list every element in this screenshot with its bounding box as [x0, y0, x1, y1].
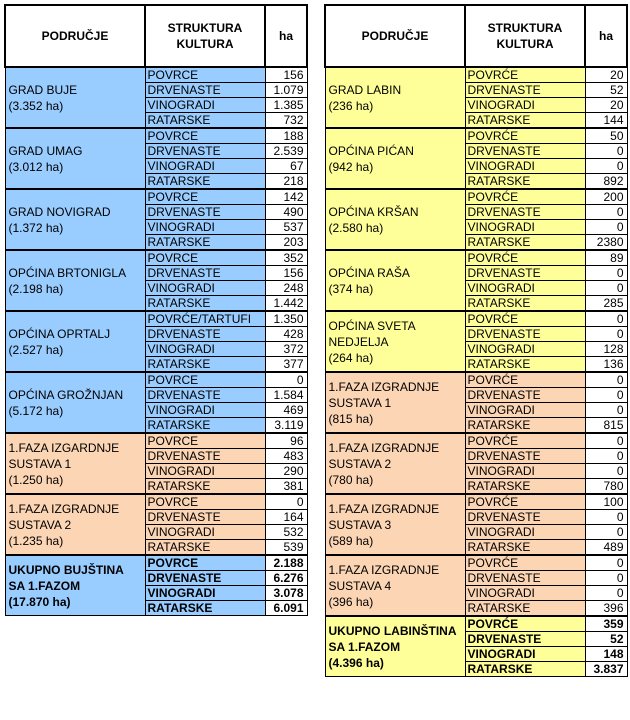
area-cell — [5, 189, 145, 250]
area-name: GRAD LABIN — [328, 82, 402, 97]
ha-cell: 0 — [585, 266, 627, 281]
crop-cell: VINOGRADI — [465, 98, 585, 113]
ha-cell: 3.119 — [265, 418, 307, 434]
crop-cell: DRVENASTE — [465, 266, 585, 281]
table-row — [5, 372, 307, 388]
area-size: (4.396 ha) — [328, 655, 384, 670]
crop-cell: RATARSKE — [145, 418, 265, 434]
area-size: (589 ha) — [328, 533, 374, 548]
ha-cell: 2380 — [585, 235, 627, 251]
ha-cell: 0 — [585, 555, 627, 571]
ha-cell: 490 — [265, 205, 307, 220]
crop-cell: VINOGRADI — [465, 281, 585, 296]
table-row — [325, 311, 627, 327]
ha-cell: 200 — [585, 189, 627, 205]
ha-cell: 0 — [585, 433, 627, 449]
header-crop: STRUKTURA KULTURA — [465, 5, 585, 67]
ha-cell: 1.079 — [265, 83, 307, 98]
crop-cell: RATARSKE — [145, 479, 265, 495]
crop-cell: VINOGRADI — [145, 98, 265, 113]
table-row — [5, 67, 307, 83]
area-size: (1.372 ha) — [8, 220, 64, 235]
area-size: (374 ha) — [328, 281, 374, 296]
area-size: (236 ha) — [328, 98, 374, 113]
crop-cell: POVRĆE — [465, 189, 585, 205]
area-name: 1.FAZA IZGRADNJE SUSTAVA 2 — [328, 440, 440, 471]
crop-cell: DRVENASTE — [465, 571, 585, 586]
crop-cell: POVRCE — [145, 494, 265, 510]
ha-cell: 100 — [585, 494, 627, 510]
crop-cell: DRVENASTE — [145, 83, 265, 98]
ha-cell: 156 — [265, 266, 307, 281]
area-name: OPĆINA OPRTALJ — [8, 326, 111, 341]
area-name: 1.FAZA IZGRADNJE SUSTAVA 4 — [328, 562, 440, 593]
table-row — [325, 555, 627, 571]
crop-cell: DRVENASTE — [465, 144, 585, 159]
area-size: (2.527 ha) — [8, 342, 64, 357]
left-body — [5, 67, 307, 616]
ha-cell: 144 — [585, 113, 627, 129]
header-row — [325, 5, 627, 67]
ha-cell: 1.385 — [265, 98, 307, 113]
crop-cell: POVRCE — [145, 372, 265, 388]
crop-cell: VINOGRADI — [145, 403, 265, 418]
area-name: OPĆINA PIĆAN — [328, 143, 414, 158]
ha-cell: 20 — [585, 67, 627, 83]
total-area-cell — [325, 616, 465, 677]
crop-cell: POVRĆE — [465, 616, 585, 632]
ha-cell: 128 — [585, 342, 627, 357]
area-cell — [5, 494, 145, 555]
area-name: GRAD NOVIGRAD — [8, 204, 111, 219]
area-name: OPĆINA GROŽNJAN — [8, 387, 124, 402]
ha-cell: 290 — [265, 464, 307, 479]
header-row — [5, 5, 307, 67]
crop-cell: DRVENASTE — [145, 571, 265, 586]
crop-cell: DRVENASTE — [145, 510, 265, 525]
ha-cell: 0 — [585, 372, 627, 388]
table-row — [325, 250, 627, 266]
crop-cell: DRVENASTE — [465, 205, 585, 220]
crop-cell: POVRCE — [145, 555, 265, 571]
right-table — [324, 4, 628, 677]
ha-cell: 892 — [585, 174, 627, 190]
total-row — [5, 555, 307, 571]
ha-cell: 6.276 — [265, 571, 307, 586]
crop-cell: RATARSKE — [465, 601, 585, 617]
ha-cell: 0 — [585, 205, 627, 220]
left-table — [4, 4, 308, 616]
ha-cell: 0 — [585, 220, 627, 235]
crop-cell: POVRĆE/TARTUFI — [145, 311, 265, 327]
crop-cell: RATARSKE — [465, 479, 585, 495]
area-cell — [5, 372, 145, 433]
area-size: (815 ha) — [328, 411, 374, 426]
ha-cell: 2.539 — [265, 144, 307, 159]
crop-cell: VINOGRADI — [145, 525, 265, 540]
table-row — [5, 128, 307, 144]
ha-cell: 815 — [585, 418, 627, 434]
area-name: UKUPNO LABINŠTINA SA 1.FAZOM — [328, 623, 457, 654]
ha-cell: 2.188 — [265, 555, 307, 571]
table-row — [5, 494, 307, 510]
ha-cell: 148 — [585, 647, 627, 662]
ha-cell: 381 — [265, 479, 307, 495]
crop-cell: VINOGRADI — [465, 342, 585, 357]
crop-cell: VINOGRADI — [465, 525, 585, 540]
ha-cell: 0 — [585, 159, 627, 174]
ha-cell: 188 — [265, 128, 307, 144]
area-name: GRAD BUJE — [8, 82, 78, 97]
ha-cell: 50 — [585, 128, 627, 144]
header-ha: ha — [265, 5, 307, 67]
ha-cell: 1.584 — [265, 388, 307, 403]
crop-cell: VINOGRADI — [145, 586, 265, 601]
crop-cell: DRVENASTE — [465, 510, 585, 525]
area-cell — [325, 67, 465, 128]
table-row — [325, 189, 627, 205]
crop-cell: VINOGRADI — [465, 464, 585, 479]
table-row — [325, 372, 627, 388]
ha-cell: 96 — [265, 433, 307, 449]
table-row — [325, 67, 627, 83]
area-size: (5.172 ha) — [8, 403, 64, 418]
crop-cell: POVRĆE — [465, 250, 585, 266]
crop-cell: VINOGRADI — [145, 281, 265, 296]
area-size: (396 ha) — [328, 594, 374, 609]
crop-cell: VINOGRADI — [145, 159, 265, 174]
ha-cell: 203 — [265, 235, 307, 251]
crop-cell: VINOGRADI — [465, 586, 585, 601]
ha-cell: 156 — [265, 67, 307, 83]
ha-cell: 3.837 — [585, 662, 627, 677]
ha-cell: 6.091 — [265, 601, 307, 616]
ha-cell: 428 — [265, 327, 307, 342]
crop-cell: RATARSKE — [465, 540, 585, 556]
ha-cell: 20 — [585, 98, 627, 113]
ha-cell: 0 — [585, 144, 627, 159]
area-size: (264 ha) — [328, 350, 374, 365]
area-cell — [325, 433, 465, 494]
crop-cell: RATARSKE — [145, 357, 265, 373]
table-row — [5, 311, 307, 327]
ha-cell: 0 — [585, 311, 627, 327]
area-cell — [5, 67, 145, 128]
area-name: OPĆINA KRŠAN — [328, 204, 419, 219]
area-name: UKUPNO BUJŠTINA SA 1.FAZOM — [8, 562, 124, 593]
ha-cell: 0 — [585, 571, 627, 586]
area-name: OPĆINA SVETA NEDJELJA — [328, 318, 415, 349]
area-name: 1.FAZA IZGRADNJE SUSTAVA 1 — [328, 379, 440, 410]
ha-cell: 0 — [585, 586, 627, 601]
area-size: (1.250 ha) — [8, 472, 64, 487]
header-area: PODRUČJE — [325, 5, 465, 67]
crop-cell: POVRCE — [145, 67, 265, 83]
table-row — [5, 189, 307, 205]
area-size: (2.580 ha) — [328, 220, 384, 235]
area-cell — [325, 311, 465, 372]
crop-cell: DRVENASTE — [465, 327, 585, 342]
crop-cell: DRVENASTE — [465, 388, 585, 403]
crop-cell: POVRĆE — [465, 311, 585, 327]
crop-cell: RATARSKE — [145, 601, 265, 616]
area-size: (3.352 ha) — [8, 98, 64, 113]
area-size: (1.235 ha) — [8, 533, 64, 548]
area-cell — [5, 433, 145, 494]
crop-cell: RATARSKE — [145, 113, 265, 129]
ha-cell: 0 — [585, 388, 627, 403]
ha-cell: 285 — [585, 296, 627, 312]
area-cell — [325, 494, 465, 555]
ha-cell: 248 — [265, 281, 307, 296]
ha-cell: 359 — [585, 616, 627, 632]
area-cell — [325, 555, 465, 616]
crop-cell: DRVENASTE — [145, 327, 265, 342]
total-area-cell — [5, 555, 145, 616]
crop-cell: DRVENASTE — [465, 83, 585, 98]
crop-cell: DRVENASTE — [145, 388, 265, 403]
ha-cell: 0 — [585, 449, 627, 464]
crop-cell: POVRĆE — [465, 433, 585, 449]
right-body — [325, 67, 627, 677]
area-name: OPĆINA BRTONIGLA — [8, 265, 127, 280]
crop-cell: POVRCE — [145, 128, 265, 144]
crop-cell: DRVENASTE — [145, 266, 265, 281]
table-row — [5, 250, 307, 266]
area-cell — [5, 311, 145, 372]
crop-cell: RATARSKE — [465, 662, 585, 677]
crop-cell: VINOGRADI — [465, 220, 585, 235]
crop-cell: POVRĆE — [465, 67, 585, 83]
ha-cell: 0 — [585, 403, 627, 418]
crop-cell: POVRĆE — [465, 128, 585, 144]
crop-cell: VINOGRADI — [465, 647, 585, 662]
crop-cell: RATARSKE — [145, 296, 265, 312]
ha-cell: 532 — [265, 525, 307, 540]
header-crop: STRUKTURA KULTURA — [145, 5, 265, 67]
crop-cell: DRVENASTE — [465, 449, 585, 464]
crop-cell: RATARSKE — [465, 296, 585, 312]
crop-cell: VINOGRADI — [145, 464, 265, 479]
area-size: (3.012 ha) — [8, 159, 64, 174]
crop-cell: RATARSKE — [465, 235, 585, 251]
area-cell — [325, 128, 465, 189]
ha-cell: 52 — [585, 632, 627, 647]
crop-cell: RATARSKE — [465, 418, 585, 434]
ha-cell: 537 — [265, 220, 307, 235]
crop-cell: POVRĆE — [465, 494, 585, 510]
area-name: 1.FAZA IZGRADNJE SUSTAVA 2 — [8, 501, 120, 532]
crop-cell: DRVENASTE — [145, 205, 265, 220]
crop-cell: VINOGRADI — [145, 220, 265, 235]
ha-cell: 1.350 — [265, 311, 307, 327]
area-cell — [5, 128, 145, 189]
table-row — [325, 128, 627, 144]
total-row — [325, 616, 627, 632]
area-cell — [325, 189, 465, 250]
ha-cell: 3.078 — [265, 586, 307, 601]
crop-cell: VINOGRADI — [465, 403, 585, 418]
table-row — [325, 494, 627, 510]
crop-cell: VINOGRADI — [145, 342, 265, 357]
area-size: (942 ha) — [328, 159, 374, 174]
area-name: GRAD UMAG — [8, 143, 83, 158]
header-area: PODRUČJE — [5, 5, 145, 67]
ha-cell: 0 — [585, 510, 627, 525]
ha-cell: 164 — [265, 510, 307, 525]
table-row — [325, 433, 627, 449]
crop-cell: DRVENASTE — [145, 449, 265, 464]
area-size: (2.198 ha) — [8, 281, 64, 296]
ha-cell: 732 — [265, 113, 307, 129]
crop-cell: POVRĆE — [465, 372, 585, 388]
crop-cell: RATARSKE — [465, 357, 585, 373]
table-row — [5, 433, 307, 449]
ha-cell: 0 — [585, 464, 627, 479]
crop-cell: RATARSKE — [465, 174, 585, 190]
ha-cell: 483 — [265, 449, 307, 464]
crop-cell: DRVENASTE — [145, 144, 265, 159]
ha-cell: 469 — [265, 403, 307, 418]
crop-cell: VINOGRADI — [465, 159, 585, 174]
ha-cell: 377 — [265, 357, 307, 373]
crop-cell: POVRCE — [145, 189, 265, 205]
ha-cell: 136 — [585, 357, 627, 373]
ha-cell: 142 — [265, 189, 307, 205]
header-ha: ha — [585, 5, 627, 67]
ha-cell: 539 — [265, 540, 307, 556]
area-size: (17.870 ha) — [8, 594, 71, 609]
ha-cell: 352 — [265, 250, 307, 266]
area-cell — [325, 250, 465, 311]
crop-cell: RATARSKE — [145, 540, 265, 556]
area-name: 1.FAZA IZGRADNJE SUSTAVA 3 — [328, 501, 440, 532]
ha-cell: 67 — [265, 159, 307, 174]
ha-cell: 1.442 — [265, 296, 307, 312]
ha-cell: 218 — [265, 174, 307, 190]
crop-cell: POVRĆE — [465, 555, 585, 571]
ha-cell: 0 — [585, 281, 627, 296]
area-cell — [325, 372, 465, 433]
ha-cell: 396 — [585, 601, 627, 617]
ha-cell: 780 — [585, 479, 627, 495]
crop-cell: POVRCE — [145, 250, 265, 266]
ha-cell: 489 — [585, 540, 627, 556]
ha-cell: 52 — [585, 83, 627, 98]
ha-cell: 372 — [265, 342, 307, 357]
crop-cell: DRVENASTE — [465, 632, 585, 647]
ha-cell: 89 — [585, 250, 627, 266]
ha-cell: 0 — [265, 494, 307, 510]
area-name: 1.FAZA IZGARDNJE SUSTAVA 1 — [8, 440, 120, 471]
crop-cell: RATARSKE — [145, 174, 265, 190]
ha-cell: 0 — [265, 372, 307, 388]
crop-cell: POVRCE — [145, 433, 265, 449]
crop-cell: RATARSKE — [145, 235, 265, 251]
ha-cell: 0 — [585, 327, 627, 342]
area-size: (780 ha) — [328, 472, 374, 487]
area-cell — [5, 250, 145, 311]
crop-cell: RATARSKE — [465, 113, 585, 129]
area-name: OPĆINA RAŠA — [328, 265, 410, 280]
ha-cell: 0 — [585, 525, 627, 540]
